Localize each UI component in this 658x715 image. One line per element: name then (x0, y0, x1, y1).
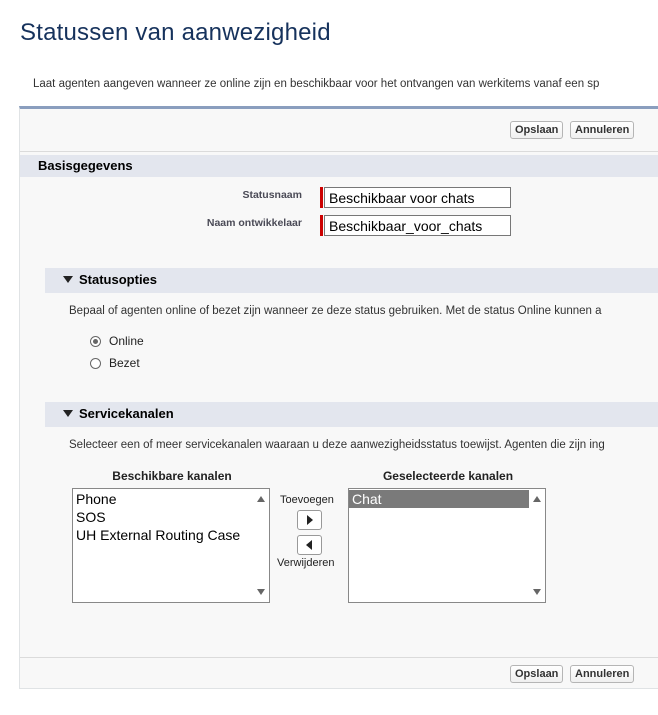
available-channels-listbox[interactable] (72, 488, 270, 603)
list-item[interactable]: SOS (76, 509, 106, 525)
list-item[interactable]: Chat (349, 490, 529, 508)
cancel-button-bottom[interactable]: Annuleren (570, 665, 634, 683)
collapse-triangle-icon (63, 410, 73, 417)
collapse-triangle-icon (63, 276, 73, 283)
list-item[interactable]: UH External Routing Case (76, 527, 241, 543)
arrow-right-icon (307, 515, 313, 525)
available-channels-list (73, 489, 269, 544)
toolbar-divider-bottom (20, 657, 658, 658)
save-button-top[interactable]: Opslaan (510, 121, 563, 139)
list-item[interactable]: Phone (76, 491, 117, 507)
radio-online[interactable] (90, 334, 144, 348)
available-scrollbar[interactable] (253, 489, 269, 602)
selected-channels-list (349, 489, 545, 508)
remove-channel-button[interactable] (297, 535, 322, 555)
section-service-channels-title: Servicekanalen (79, 406, 174, 421)
section-basis-header: Basisgegevens (20, 155, 658, 177)
save-button-bottom[interactable]: Opslaan (510, 665, 563, 683)
status-name-label: Statusnaam (242, 189, 302, 201)
section-status-options-title: Statusopties (79, 272, 158, 287)
scroll-down-icon[interactable] (533, 589, 541, 595)
scroll-up-icon[interactable] (257, 496, 265, 502)
dev-name-input[interactable] (324, 215, 511, 236)
status-options-help: Bepaal of agenten online of bezet zijn wanneer ze deze status gebruiken. Met de status Online kunnen a (69, 305, 602, 317)
page-description: Laat agenten aangeven wanneer ze online zijn en beschikbaar voor het ontvangen van werkitems vanaf een sp (33, 78, 600, 90)
section-service-channels-header[interactable] (45, 402, 658, 427)
status-name-required (320, 187, 323, 208)
toolbar-divider-top (20, 151, 658, 152)
radio-busy-label: Bezet (109, 356, 140, 370)
selected-channels-title: Geselecteerde kanalen (382, 469, 514, 483)
page-title: Statussen van aanwezigheid (20, 19, 331, 46)
scroll-down-icon[interactable] (257, 589, 265, 595)
arrow-left-icon (306, 540, 312, 550)
radio-online-icon[interactable] (90, 336, 101, 347)
radio-busy[interactable] (90, 356, 140, 370)
scroll-up-icon[interactable] (533, 496, 541, 502)
section-status-options-header[interactable] (45, 268, 658, 293)
remove-label: Verwijderen (277, 557, 335, 569)
cancel-button-top[interactable]: Annuleren (570, 121, 634, 139)
selected-scrollbar[interactable] (529, 489, 545, 602)
status-name-input[interactable] (324, 187, 511, 208)
available-channels-title: Beschikbare kanalen (112, 469, 232, 483)
add-channel-button[interactable] (297, 510, 322, 530)
edit-panel (19, 106, 658, 689)
dev-name-required (320, 215, 323, 236)
radio-busy-icon[interactable] (90, 358, 101, 369)
service-channels-help: Selecteer een of meer servicekanalen waaraan u deze aanwezigheidsstatus toewijst. Agenten die zijn ing (69, 439, 605, 451)
radio-online-label: Online (109, 334, 144, 348)
add-label: Toevoegen (280, 494, 334, 506)
selected-channels-listbox[interactable] (348, 488, 546, 603)
dev-name-label: Naam ontwikkelaar (206, 217, 302, 229)
